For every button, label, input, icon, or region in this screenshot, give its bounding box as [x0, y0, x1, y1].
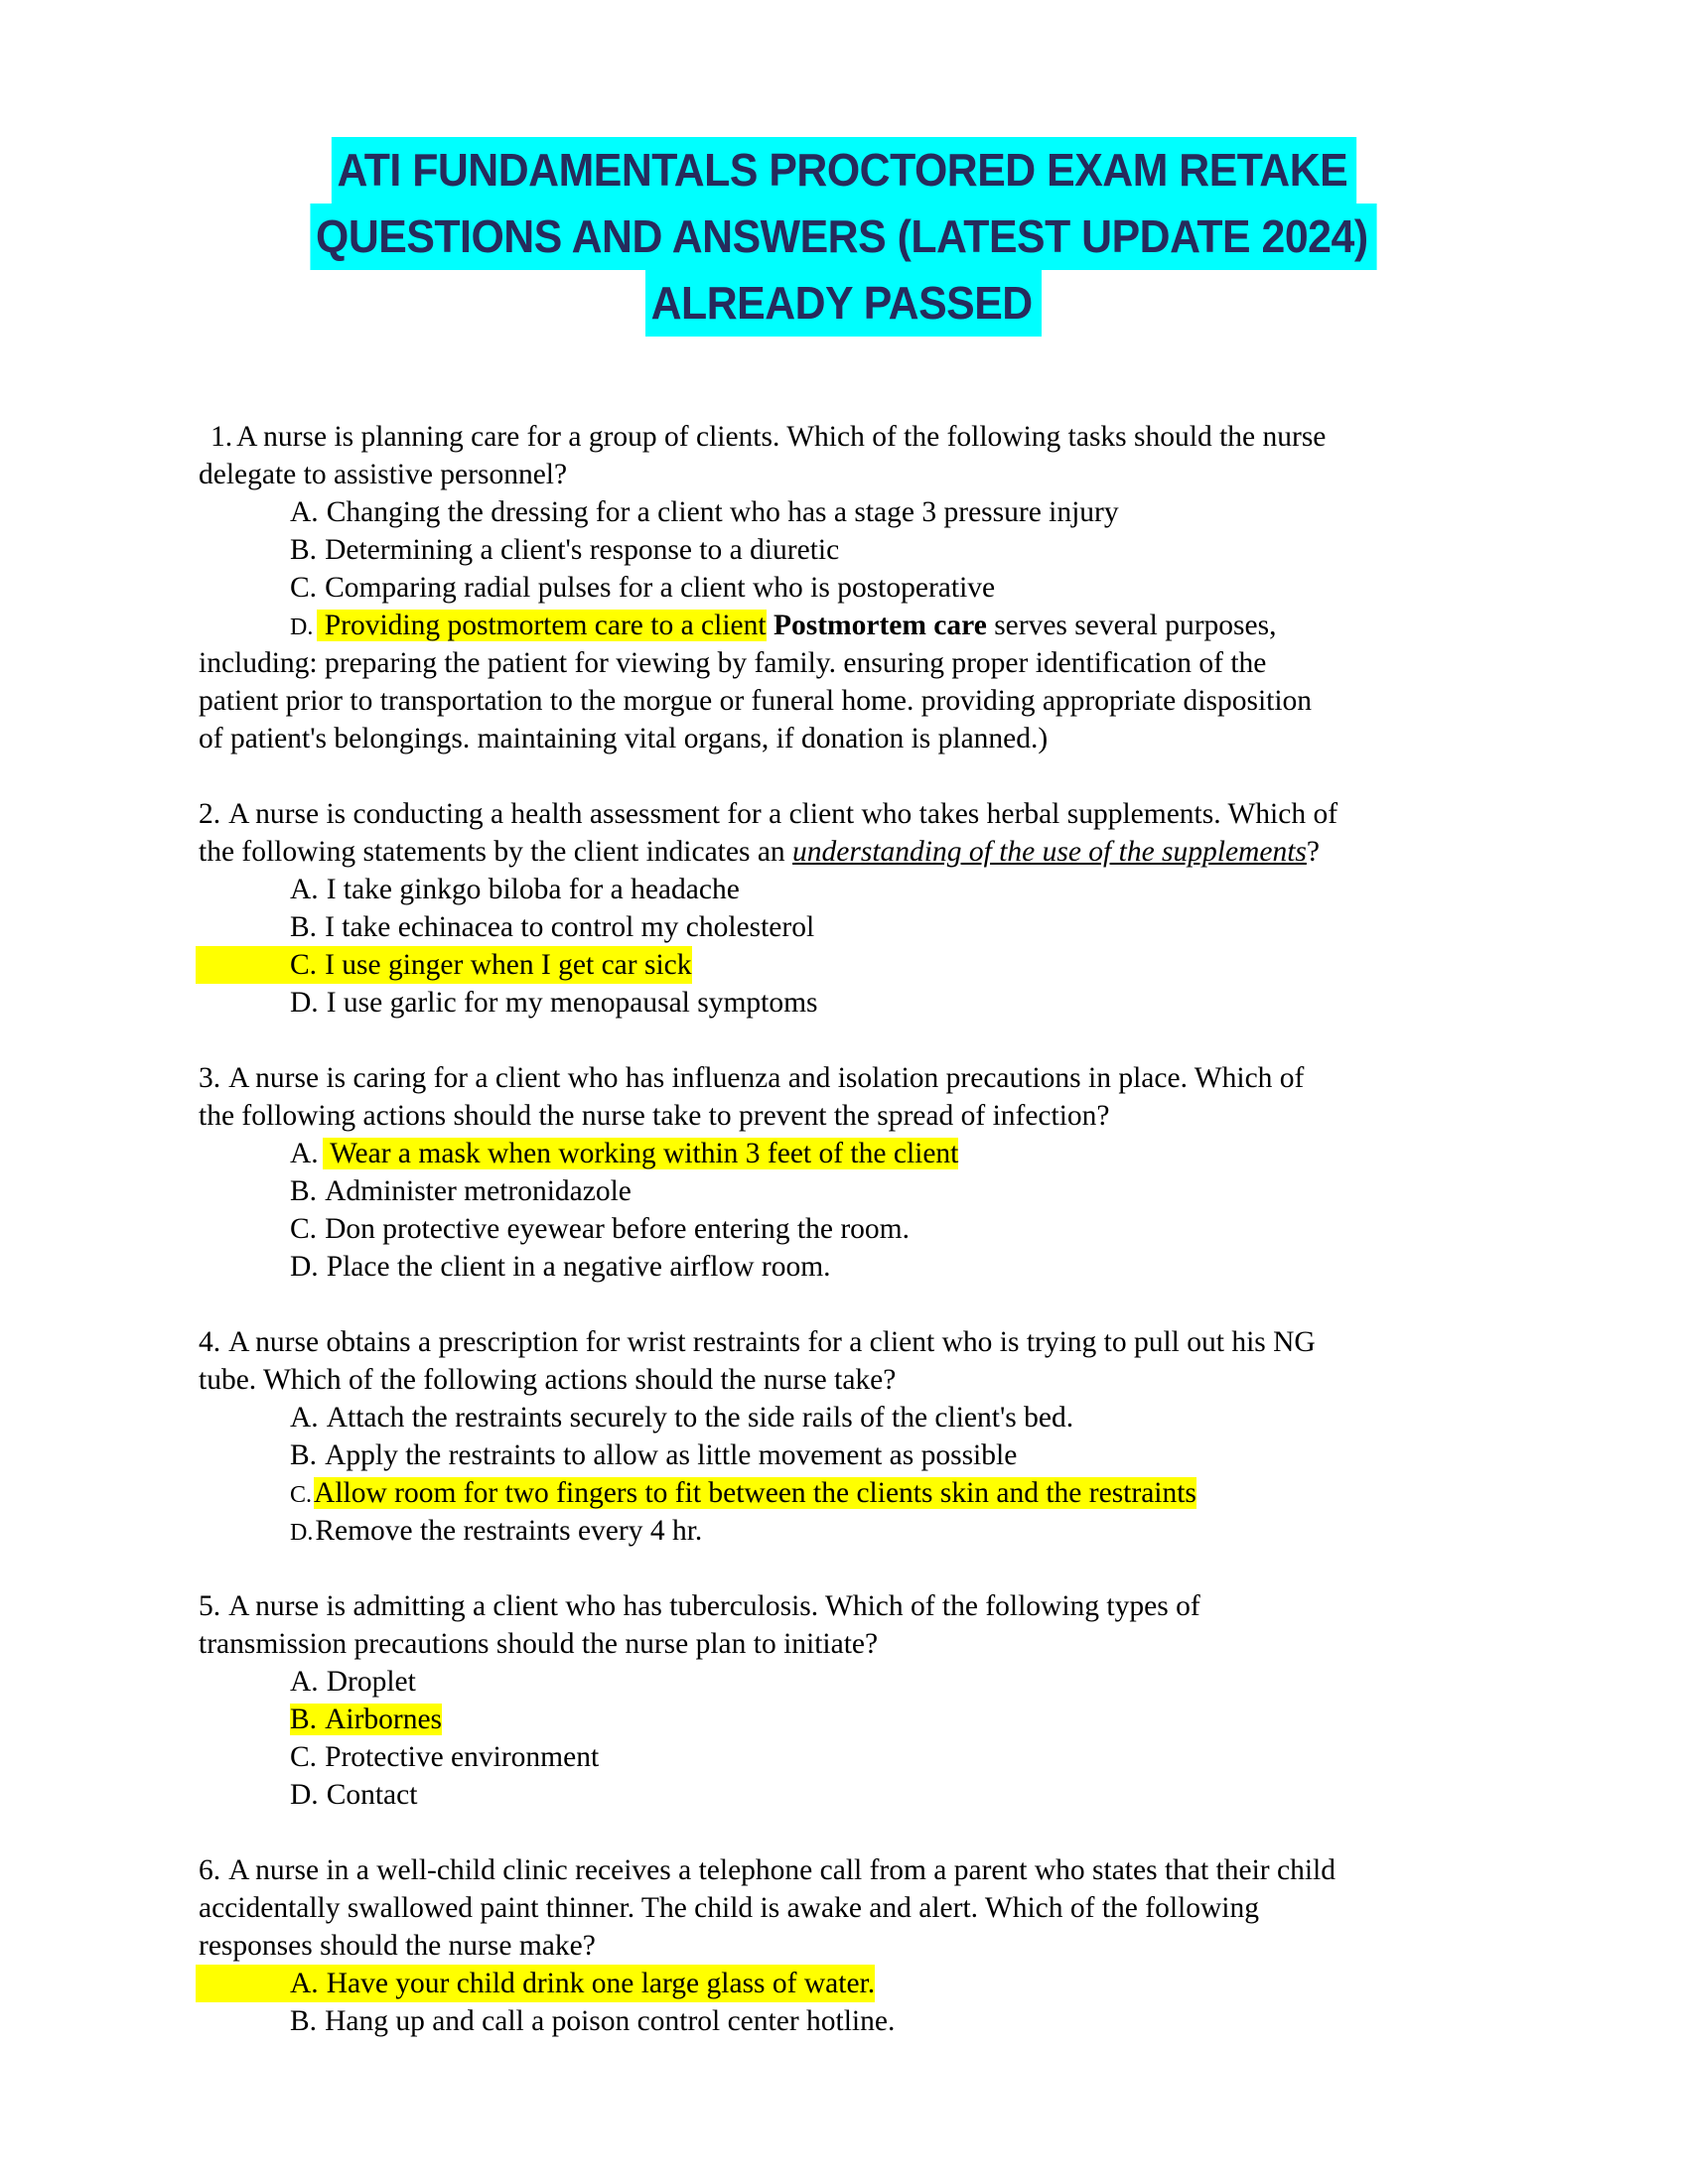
question-text-line — [199, 418, 1489, 456]
rationale-text: patient prior to transportation to the morgue or funeral home. providing appropriate disposition — [199, 685, 1313, 717]
option-a — [199, 1399, 1489, 1436]
title-text: QUESTIONS AND ANSWERS (LATEST UPDATE 2024) — [311, 204, 1377, 270]
question-5 — [199, 1587, 1489, 1814]
option-text: I use garlic for my menopausal symptoms — [326, 987, 818, 1019]
question-text-line — [199, 1361, 1489, 1399]
option-b — [199, 1172, 1489, 1210]
option-letter: A. — [290, 496, 319, 528]
option-letter: B. — [290, 534, 318, 566]
option-c — [199, 1210, 1489, 1248]
option-letter: D. — [290, 1779, 319, 1811]
spacer — [199, 1814, 1489, 1851]
question-number: 5. — [199, 1590, 221, 1622]
option-letter: C. — [290, 1213, 318, 1245]
rationale-line — [199, 682, 1489, 720]
option-text: Remove the restraints every 4 hr. — [315, 1515, 703, 1547]
question-text: A nurse is caring for a client who has influenza and isolation precautions in place. Which of — [228, 1062, 1305, 1094]
question-number: 2. — [199, 798, 221, 830]
rationale-text: including: preparing the patient for viewing by family. ensuring proper identification of the — [199, 647, 1267, 679]
question-number: 1. — [211, 421, 233, 453]
option-text: Determining a client's response to a diuretic — [325, 534, 840, 566]
question-3 — [199, 1059, 1489, 1286]
option-c — [199, 569, 1489, 607]
option-letter: B. — [290, 1704, 318, 1735]
option-d-correct — [199, 607, 1489, 644]
question-text: A nurse is planning care for a group of clients. Which of the following tasks should the nurse — [236, 421, 1327, 453]
question-text: A nurse is conducting a health assessment for a client who takes herbal supplements. Which of — [228, 798, 1338, 830]
question-1 — [199, 418, 1489, 757]
option-text: Wear a mask when working within 3 feet of the client — [330, 1138, 959, 1169]
emphasized-text: understanding of the use of the supplements — [792, 836, 1307, 868]
option-text: I take ginkgo biloba for a headache — [326, 874, 740, 905]
rationale-text: of patient's belongings. maintaining vital organs, if donation is planned.) — [199, 723, 1049, 754]
option-d — [199, 984, 1489, 1022]
option-text: Allow room for two fingers to fit between the clients skin and the restraints — [314, 1477, 1196, 1509]
question-text-line — [199, 1323, 1489, 1361]
title-line-1 — [0, 137, 1688, 204]
document-title — [0, 137, 1688, 337]
spacer — [199, 1550, 1489, 1587]
correct-answer-highlight — [196, 1965, 875, 2002]
title-text: ATI FUNDAMENTALS PROCTORED EXAM RETAKE — [332, 137, 1357, 204]
correct-answer-highlight — [196, 946, 692, 984]
option-text: Contact — [326, 1779, 418, 1811]
rationale-line — [199, 720, 1489, 757]
option-a — [199, 871, 1489, 908]
option-a — [199, 493, 1489, 531]
option-text: Comparing radial pulses for a client who is postoperative — [325, 572, 996, 604]
rationale-lead: Postmortem care — [773, 610, 987, 641]
option-letter: B. — [290, 911, 318, 943]
question-text-line — [199, 1097, 1489, 1135]
option-text: Have your child drink one large glass of water. — [326, 1968, 876, 1999]
option-letter: B. — [290, 1439, 318, 1471]
question-mark: ? — [1306, 836, 1320, 868]
question-text: delegate to assistive personnel? — [199, 459, 568, 490]
question-4 — [199, 1323, 1489, 1550]
question-text: the following statements by the client indicates an — [199, 836, 785, 868]
spacer — [199, 1286, 1489, 1323]
question-text: A nurse is admitting a client who has tuberculosis. Which of the following types of — [228, 1590, 1200, 1622]
question-number: 3. — [199, 1062, 221, 1094]
title-line-2 — [0, 204, 1688, 270]
option-letter: D. — [290, 987, 319, 1019]
question-text-line — [199, 1927, 1489, 1965]
question-text-line — [199, 1059, 1489, 1097]
question-2 — [199, 795, 1489, 1022]
option-text: Hang up and call a poison control center hotline. — [325, 2005, 896, 2037]
question-text-line — [199, 1587, 1489, 1625]
title-text: ALREADY PASSED — [645, 270, 1042, 337]
question-text-line — [199, 1889, 1489, 1927]
option-c-correct — [199, 946, 1489, 984]
option-a-correct — [199, 1965, 1489, 2002]
option-b-correct — [199, 1701, 1489, 1738]
option-letter: C. — [290, 1741, 318, 1773]
question-text-line — [199, 833, 1489, 871]
option-text: Providing postmortem care to a client — [324, 610, 767, 641]
question-6 — [199, 1851, 1489, 2040]
question-number: 6. — [199, 1854, 221, 1886]
question-text: A nurse obtains a prescription for wrist restraints for a client who is trying to pull out his NG — [228, 1326, 1316, 1358]
option-a-correct — [199, 1135, 1489, 1172]
option-letter: C. — [290, 1482, 313, 1508]
question-text: the following actions should the nurse take to prevent the spread of infection? — [199, 1100, 1110, 1132]
option-letter: D. — [290, 1251, 319, 1283]
option-c — [199, 1738, 1489, 1776]
question-text: tube. Which of the following actions should the nurse take? — [199, 1364, 897, 1396]
question-text-line — [199, 795, 1489, 833]
option-letter: C. — [290, 572, 318, 604]
correct-answer-highlight — [317, 610, 766, 641]
option-d — [199, 1248, 1489, 1286]
question-text-line — [199, 456, 1489, 493]
option-letter: B. — [290, 2005, 318, 2037]
option-letter: A. — [290, 1402, 319, 1433]
question-text: accidentally swallowed paint thinner. The child is awake and alert. Which of the following — [199, 1892, 1259, 1924]
option-letter: A. — [290, 1138, 319, 1169]
spacer — [199, 1022, 1489, 1059]
option-text: Protective environment — [325, 1741, 600, 1773]
option-letter: A. — [290, 1968, 319, 1999]
rationale-text: serves several purposes, — [994, 610, 1277, 641]
correct-answer-highlight — [290, 1704, 442, 1735]
option-c-correct — [199, 1474, 1489, 1512]
correct-answer-highlight — [314, 1477, 1196, 1509]
spacer — [199, 757, 1489, 795]
option-letter: D. — [290, 1520, 314, 1546]
option-letter: B. — [290, 1175, 318, 1207]
option-d — [199, 1512, 1489, 1550]
question-text: A nurse in a well-child clinic receives a telephone call from a parent who states that their child — [228, 1854, 1336, 1886]
option-b — [199, 2002, 1489, 2040]
option-text: I use ginger when I get car sick — [325, 949, 692, 981]
title-line-3 — [0, 270, 1688, 337]
option-b — [199, 531, 1489, 569]
option-text: Place the client in a negative airflow room. — [326, 1251, 831, 1283]
question-text: responses should the nurse make? — [199, 1930, 596, 1962]
question-text-line — [199, 1625, 1489, 1663]
option-letter: A. — [290, 874, 319, 905]
option-text: Don protective eyewear before entering the room. — [325, 1213, 910, 1245]
option-letter: D. — [290, 614, 314, 640]
option-text: Airbornes — [325, 1704, 443, 1735]
option-text: Administer metronidazole — [325, 1175, 632, 1207]
question-text: transmission precautions should the nurse plan to initiate? — [199, 1628, 879, 1660]
option-text: Changing the dressing for a client who has a stage 3 pressure injury — [326, 496, 1119, 528]
option-text: Droplet — [326, 1666, 416, 1698]
option-a — [199, 1663, 1489, 1701]
question-text-line — [199, 1851, 1489, 1889]
option-letter: A. — [290, 1666, 319, 1698]
option-text: I take echinacea to control my cholesterol — [325, 911, 815, 943]
option-d — [199, 1776, 1489, 1814]
option-letter: C. — [290, 949, 318, 981]
option-text: Apply the restraints to allow as little movement as possible — [325, 1439, 1018, 1471]
option-text: Attach the restraints securely to the side rails of the client's bed. — [326, 1402, 1074, 1433]
correct-answer-highlight — [323, 1138, 959, 1169]
questions-body — [199, 418, 1489, 2040]
question-number: 4. — [199, 1326, 221, 1358]
option-b — [199, 908, 1489, 946]
rationale-line — [199, 644, 1489, 682]
option-b — [199, 1436, 1489, 1474]
